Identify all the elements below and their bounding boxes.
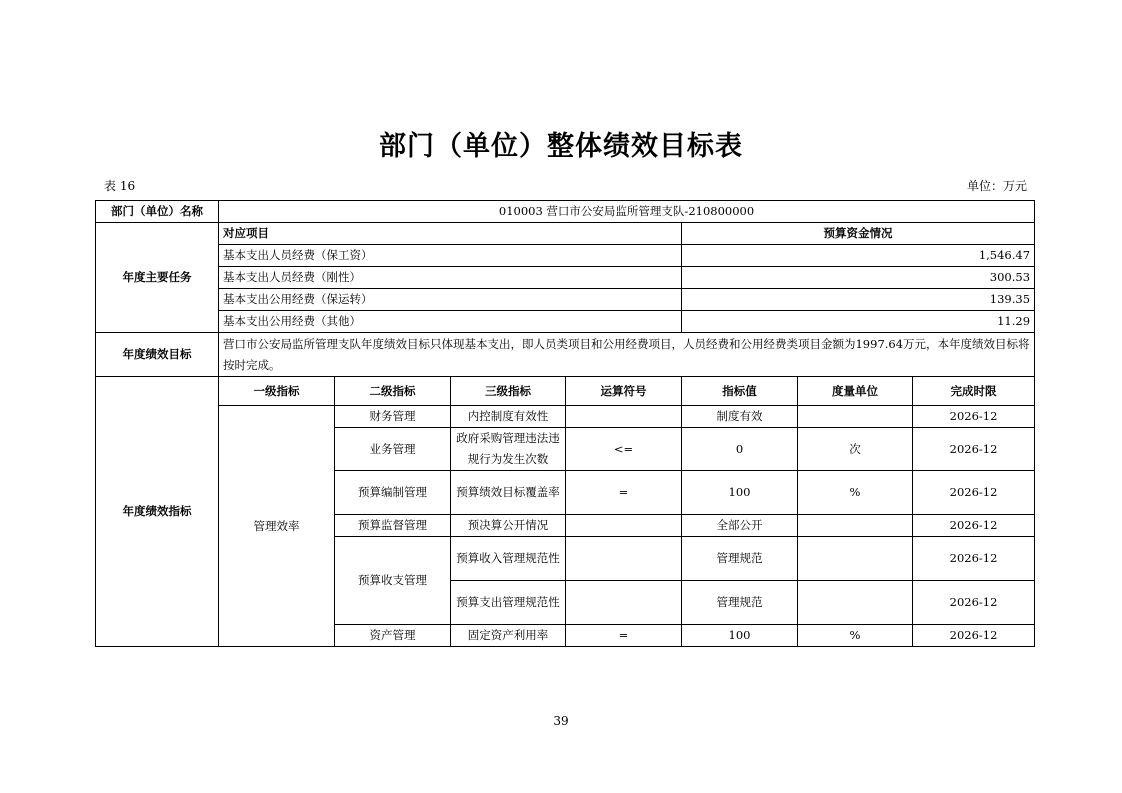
operator-cell [566, 515, 682, 537]
level2-cell: 资产管理 [335, 625, 451, 647]
table-number: 表 16 [104, 179, 136, 193]
value-cell: 100 [682, 471, 798, 515]
header-unit: 度量单位 [798, 377, 913, 406]
unit-cell [798, 515, 913, 537]
level1-cell: 管理效率 [219, 406, 335, 647]
indicators-label: 年度绩效指标 [96, 377, 219, 647]
level2-cell: 预算监督管理 [335, 515, 451, 537]
level2-cell: 业务管理 [335, 428, 451, 471]
task-item: 基本支出人员经费（刚性） [219, 267, 682, 289]
header-level2: 二级指标 [335, 377, 451, 406]
level3-cell: 预算支出管理规范性 [451, 581, 566, 625]
goal-text: 营口市公安局监所管理支队年度绩效目标只体现基本支出，即人员类项目和公用经费项目，人员经费和公用经费类项目金额为1997.64万元，本年度绩效目标将按时完成。 [219, 333, 1035, 377]
unit-label: 单位：万元 [966, 179, 1027, 193]
page-title: 部门（单位）整体绩效目标表 [379, 131, 743, 162]
level3-cell: 内控制度有效性 [451, 406, 566, 428]
value-cell: 0 [682, 428, 798, 471]
unit-cell: % [798, 471, 913, 515]
level2-cell: 财务管理 [335, 406, 451, 428]
dept-name-label: 部门（单位）名称 [96, 201, 219, 223]
dept-name-value: 010003 营口市公安局监所管理支队-210800000 [219, 201, 1035, 223]
unit-cell [798, 537, 913, 581]
deadline-cell: 2026-12 [913, 428, 1035, 471]
performance-table [95, 200, 1035, 647]
deadline-cell: 2026-12 [913, 537, 1035, 581]
task-budget: 1,546.47 [682, 245, 1035, 267]
tasks-col-item: 对应项目 [219, 223, 682, 245]
level3-cell: 预决算公开情况 [451, 515, 566, 537]
deadline-cell: 2026-12 [913, 515, 1035, 537]
unit-cell [798, 581, 913, 625]
goal-label: 年度绩效目标 [96, 333, 219, 377]
unit-cell [798, 406, 913, 428]
level3-cell: 预算收入管理规范性 [451, 537, 566, 581]
deadline-cell: 2026-12 [913, 581, 1035, 625]
header-operator: 运算符号 [566, 377, 682, 406]
page-number: 39 [553, 714, 569, 728]
task-budget: 11.29 [682, 311, 1035, 333]
operator-cell [566, 581, 682, 625]
tasks-col-budget: 预算资金情况 [682, 223, 1035, 245]
operator-cell [566, 406, 682, 428]
table-row [96, 406, 1035, 428]
tasks-label: 年度主要任务 [96, 223, 219, 333]
task-item: 基本支出公用经费（保运转） [219, 289, 682, 311]
value-cell: 管理规范 [682, 581, 798, 625]
deadline-cell: 2026-12 [913, 625, 1035, 647]
operator-cell [566, 537, 682, 581]
task-budget: 139.35 [682, 289, 1035, 311]
value-cell: 100 [682, 625, 798, 647]
task-item: 基本支出公用经费（其他） [219, 311, 682, 333]
level2-cell: 预算收支管理 [335, 537, 451, 625]
value-cell: 制度有效 [682, 406, 798, 428]
level3-cell: 预算绩效目标覆盖率 [451, 471, 566, 515]
level3-cell: 政府采购管理违法违规行为发生次数 [451, 428, 566, 471]
deadline-cell: 2026-12 [913, 406, 1035, 428]
operator-cell: = [566, 471, 682, 515]
value-cell: 管理规范 [682, 537, 798, 581]
deadline-cell: 2026-12 [913, 471, 1035, 515]
task-budget: 300.53 [682, 267, 1035, 289]
value-cell: 全部公开 [682, 515, 798, 537]
level3-cell: 固定资产利用率 [451, 625, 566, 647]
unit-cell: % [798, 625, 913, 647]
operator-cell: <= [566, 428, 682, 471]
header-level3: 三级指标 [451, 377, 566, 406]
unit-cell: 次 [798, 428, 913, 471]
task-item: 基本支出人员经费（保工资） [219, 245, 682, 267]
header-value: 指标值 [682, 377, 798, 406]
header-level1: 一级指标 [219, 377, 335, 406]
level2-cell: 预算编制管理 [335, 471, 451, 515]
header-deadline: 完成时限 [913, 377, 1035, 406]
operator-cell: = [566, 625, 682, 647]
